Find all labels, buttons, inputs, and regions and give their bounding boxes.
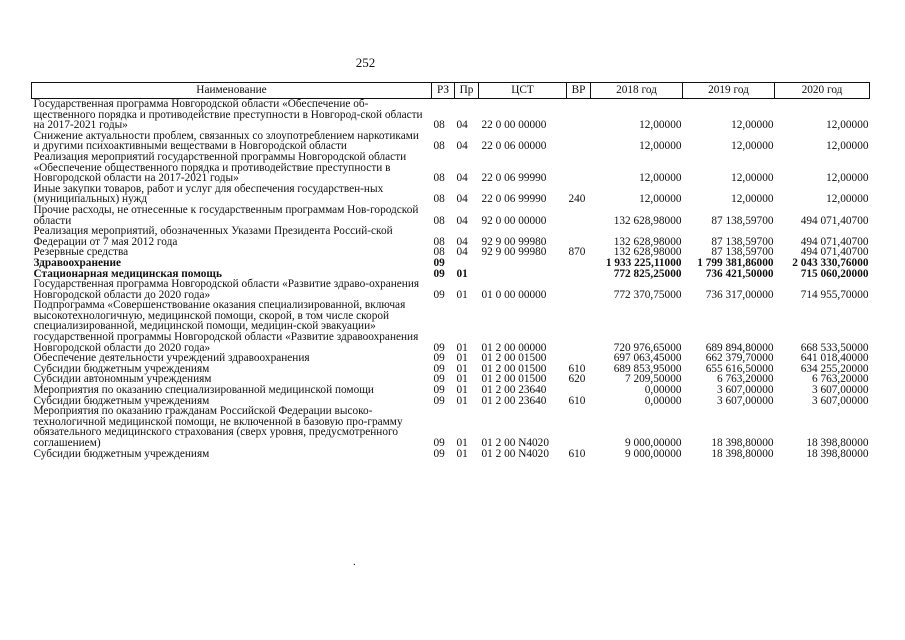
header-2018: 2018 год <box>591 83 683 99</box>
row-value-2019: 689 894,80000 <box>705 341 774 354</box>
row-cst: 92 9 00 99980 <box>481 235 547 248</box>
row-rz: 09 <box>433 384 445 397</box>
row-cst: 92 0 00 00000 <box>481 214 547 227</box>
row-value-2020: 3 607,00000 <box>812 384 869 397</box>
row-rz: 09 <box>433 447 445 460</box>
row-vr: 240 <box>568 193 586 206</box>
row-cst: 22 0 06 99990 <box>481 193 547 206</box>
row-name: Реализация мероприятий государственной программы Новгородской области «Обеспечение общественного порядка и противодействие преступности в Новгородской области на 2017-2021 годы» <box>33 150 407 185</box>
header-2020: 2020 год <box>775 83 870 99</box>
header-cst: ЦСТ <box>479 83 567 99</box>
row-rz: 09 <box>433 267 445 280</box>
row-value-2020: 18 398,80000 <box>806 447 869 460</box>
row-pr: 01 <box>456 394 468 407</box>
header-rz: РЗ <box>432 83 455 99</box>
row-vr <box>567 205 591 226</box>
row-cst: 22 0 06 99990 <box>481 172 547 185</box>
row-vr <box>567 226 591 247</box>
row-cst: 01 2 00 23640 <box>481 384 547 397</box>
row-value-2020: 6 763,20000 <box>812 373 869 386</box>
row-value-2018: 772 825,25000 <box>613 267 682 280</box>
row-value-2018: 7 209,50000 <box>625 373 682 386</box>
row-value-2018: 12,00000 <box>639 193 682 206</box>
row-rz: 08 <box>433 214 445 227</box>
row-name: Государственная программа Новгородской области «Развитие здраво-охранения Новгородской области до 2020 года» <box>33 278 420 301</box>
row-rz: 08 <box>433 119 445 132</box>
table-row <box>32 99 870 131</box>
row-value-2018: 1 933 225,11000 <box>605 256 682 269</box>
row-value-2019: 12,00000 <box>731 193 774 206</box>
row-cst: 01 2 00 N4020 <box>481 447 549 460</box>
row-value-2018: 720 976,65000 <box>613 341 682 354</box>
row-value-2020: 12,00000 <box>826 193 869 206</box>
row-value-2020: 494 071,40700 <box>800 214 869 227</box>
row-name: Субсидии автономным учреждениям <box>33 373 212 386</box>
row-cst: 22 0 06 00000 <box>481 140 547 153</box>
row-rz: 08 <box>433 140 445 153</box>
header-name: Наименование <box>32 83 432 99</box>
header-pr: Пр <box>455 83 479 99</box>
row-rz: 08 <box>433 235 445 248</box>
row-value-2020: 3 607,00000 <box>812 394 869 407</box>
table-header-row <box>32 83 870 99</box>
row-rz: 08 <box>433 246 445 259</box>
row-value-2019: 18 398,80000 <box>711 447 774 460</box>
table-row <box>32 406 870 448</box>
row-value-2018: 12,00000 <box>639 119 682 132</box>
row-cst: 01 0 00 00000 <box>481 288 547 301</box>
table-row <box>32 300 870 353</box>
row-value-2018: 132 628,98000 <box>613 235 682 248</box>
row-cst: 01 2 00 01500 <box>481 362 547 375</box>
row-value-2019: 736 421,50000 <box>705 267 774 280</box>
row-rz: 09 <box>433 352 445 365</box>
row-vr: 610 <box>568 394 586 407</box>
header-2019: 2019 год <box>683 83 775 99</box>
row-cst <box>479 269 567 280</box>
table-row <box>32 279 870 300</box>
row-cst: 01 2 00 N4020 <box>481 437 549 449</box>
row-name: Государственная программа Новгородской области «Обеспечение об-щественного порядка и противодействие преступности в Новгород-ской области на 2017-2021 годы» <box>33 98 423 132</box>
row-value-2020: 494 071,40700 <box>800 235 869 248</box>
row-pr: 01 <box>456 341 468 354</box>
row-pr: 04 <box>456 140 468 153</box>
row-value-2019: 18 398,80000 <box>711 437 774 449</box>
row-name: Стационарная медицинская помощь <box>33 267 222 280</box>
row-vr: 620 <box>568 373 586 386</box>
row-name: Субсидии бюджетным учреждениям <box>33 447 210 460</box>
row-pr: 01 <box>456 373 468 386</box>
row-vr <box>567 258 591 269</box>
row-value-2020: 494 071,40700 <box>800 246 869 259</box>
row-pr: 04 <box>456 119 468 132</box>
row-vr <box>567 279 591 300</box>
row-value-2018: 9 000,00000 <box>625 437 682 449</box>
row-rz: 09 <box>433 373 445 386</box>
header-vr: ВР <box>567 83 591 99</box>
table-row <box>32 184 870 205</box>
row-pr: 01 <box>456 362 468 375</box>
row-cst: 01 2 00 01500 <box>481 352 547 365</box>
row-vr <box>567 99 591 131</box>
row-name: Мероприятия по оказанию специализированной медицинской помощи <box>33 384 374 397</box>
row-value-2018: 132 628,98000 <box>613 214 682 227</box>
row-cst: 22 0 00 00000 <box>481 119 547 132</box>
row-pr: 01 <box>456 437 468 449</box>
row-value-2020: 641 018,40000 <box>800 352 869 365</box>
row-pr: 01 <box>456 447 468 460</box>
row-value-2020: 715 060,20000 <box>800 267 869 280</box>
table-row <box>32 258 870 269</box>
stray-mark: . <box>353 556 356 568</box>
row-rz: 08 <box>433 193 445 206</box>
row-cst: 92 9 00 99980 <box>481 246 547 259</box>
row-vr: 610 <box>568 447 586 460</box>
row-vr <box>567 152 591 184</box>
row-pr: 04 <box>456 235 468 248</box>
row-vr <box>567 406 591 448</box>
row-name: Снижение актуальности проблем, связанных со злоупотреблением наркотиками и другими психоактивными веществами в Новгородской области <box>33 129 419 153</box>
row-cst <box>479 258 567 269</box>
row-name: Иные закупки товаров, работ и услуг для обеспечения государствен-ных (муниципальных) нужд <box>33 182 384 206</box>
row-value-2019: 6 763,20000 <box>717 373 774 386</box>
row-cst: 01 2 00 01500 <box>481 373 547 386</box>
row-name: Прочие расходы, не отнесенные к государственным программам Нов-городской области <box>33 203 419 227</box>
row-value-2020: 12,00000 <box>826 119 869 132</box>
table-row <box>32 205 870 226</box>
row-rz: 09 <box>433 362 445 375</box>
row-value-2019: 12,00000 <box>731 172 774 185</box>
row-value-2019: 662 379,70000 <box>705 352 774 365</box>
table-row <box>32 152 870 184</box>
row-vr <box>567 300 591 353</box>
table-row <box>32 226 870 247</box>
row-value-2019: 736 317,00000 <box>705 288 774 301</box>
row-rz: 09 <box>433 256 445 269</box>
row-pr: 01 <box>456 288 468 301</box>
row-value-2020: 18 398,80000 <box>806 437 869 449</box>
row-pr: 04 <box>456 172 468 185</box>
row-vr: 610 <box>568 362 586 375</box>
row-pr: 01 <box>456 384 468 397</box>
row-pr: 04 <box>456 193 468 206</box>
row-cst: 01 2 00 00000 <box>481 341 547 354</box>
row-value-2019: 87 138,59700 <box>711 235 774 248</box>
row-value-2018: 689 853,95000 <box>613 362 682 375</box>
row-value-2018: 772 370,75000 <box>613 288 682 301</box>
row-value-2020: 12,00000 <box>826 172 869 185</box>
row-value-2018: 697 063,45000 <box>613 352 682 365</box>
row-vr: 870 <box>568 246 586 259</box>
row-value-2019: 87 138,59700 <box>711 214 774 227</box>
row-pr: 04 <box>456 214 468 227</box>
row-value-2019: 87 138,59700 <box>711 246 774 259</box>
row-name: Реализация мероприятий, обозначенных Указами Президента Россий-ской Федерации от 7 мая 2012 года <box>33 225 393 248</box>
row-value-2019: 3 607,00000 <box>717 394 774 407</box>
row-value-2019: 12,00000 <box>731 140 774 153</box>
row-value-2018: 12,00000 <box>639 172 682 185</box>
row-rz: 08 <box>433 172 445 185</box>
row-rz: 09 <box>433 394 445 407</box>
table-row <box>32 449 870 460</box>
row-vr <box>567 131 591 152</box>
row-name: Субсидии бюджетным учреждениям <box>33 362 210 375</box>
row-value-2019: 655 616,50000 <box>705 362 774 375</box>
row-rz: 09 <box>433 288 445 301</box>
table-row <box>32 131 870 152</box>
row-value-2020: 12,00000 <box>826 140 869 153</box>
row-name: Резервные средства <box>33 246 129 259</box>
row-value-2020: 634 255,20000 <box>800 362 869 375</box>
row-pr: 04 <box>456 246 468 259</box>
budget-table <box>31 82 870 459</box>
row-name: Субсидии бюджетным учреждениям <box>33 394 210 407</box>
row-value-2018: 132 628,98000 <box>613 246 682 259</box>
row-value-2018: 0,00000 <box>644 394 682 407</box>
row-value-2020: 2 043 330,76000 <box>792 256 869 269</box>
page-number: 252 <box>355 55 376 70</box>
row-value-2018: 9 000,00000 <box>625 447 682 460</box>
row-name: Здравоохранение <box>33 256 122 269</box>
row-value-2019: 3 607,00000 <box>717 384 774 397</box>
row-value-2019: 1 799 381,86000 <box>697 256 774 269</box>
row-name: Подпрограмма «Совершенствование оказания специализированной, включая высокотехнологичную, медицинской помощи, скорой, в том числе скорой специализированной, медицинской помощи, медицин-ской эвакуации» государственной программы Новгородской области «Развитие здравоохранения Новгородской области до 2020 года» <box>33 299 419 354</box>
row-name: Мероприятия по оказанию гражданам Российской Федерации высоко-технологичной медицинской помощи, не включенной в базовую про-грамму обязательного медицинского страхования (сверх уровня, предусмотренного соглашением) <box>33 405 403 449</box>
row-pr: 01 <box>456 352 468 365</box>
row-pr <box>455 258 479 269</box>
row-rz: 09 <box>433 341 445 354</box>
row-pr: 01 <box>456 267 468 280</box>
row-value-2020: 668 533,50000 <box>800 341 869 354</box>
row-value-2020: 714 955,70000 <box>800 288 869 301</box>
row-rz: 09 <box>433 437 445 449</box>
row-name: Обеспечение деятельности учреждений здравоохранения <box>33 352 310 365</box>
row-value-2018: 12,00000 <box>639 140 682 153</box>
row-cst: 01 2 00 23640 <box>481 394 547 407</box>
row-vr <box>567 269 591 280</box>
row-value-2018: 0,00000 <box>644 384 682 397</box>
row-value-2019: 12,00000 <box>731 119 774 132</box>
